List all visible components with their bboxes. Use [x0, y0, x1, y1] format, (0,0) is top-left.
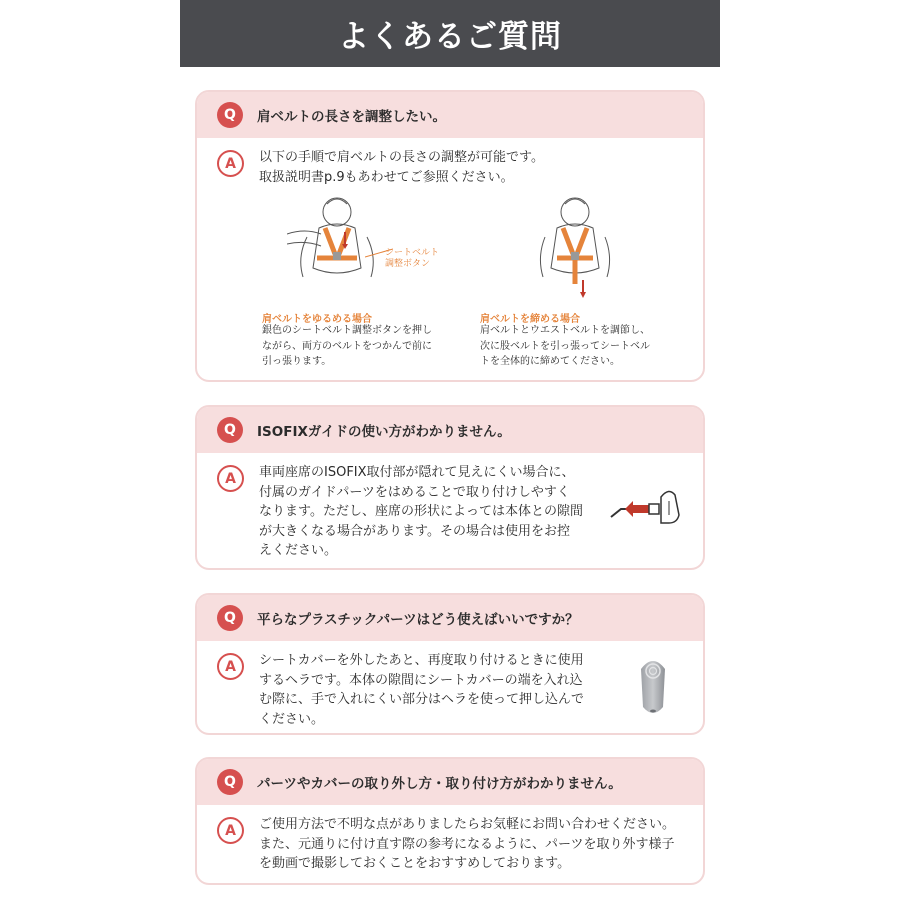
faq-question: ISOFIXガイドの使い方がわかりません。 — [257, 424, 511, 440]
question-badge: Q — [217, 769, 243, 795]
baby-seat-tighten-illustration — [535, 192, 615, 307]
answer-badge: A — [217, 817, 244, 844]
answer-line: ください。 — [259, 711, 325, 727]
step-body: 銀色のシートベルト調整ボタンを押し ながら、両方のベルトをつかんで前に 引っ張ります。 — [262, 325, 432, 367]
baby-seat-loosen-illustration — [287, 192, 397, 290]
spatula-tool-image — [635, 655, 671, 719]
faq-answer — [259, 651, 584, 729]
question-badge: Q — [217, 417, 243, 443]
callout-label: シートベルト 調整ボタン — [385, 248, 440, 269]
faq-answer — [259, 815, 675, 874]
answer-line: また、元通りに付け直す際の参考になるように、パーツを取り外す様子 — [259, 836, 675, 852]
question-badge: Q — [217, 102, 243, 128]
faq-answer — [259, 463, 583, 561]
faq-question-row — [197, 407, 703, 453]
answer-badge: A — [217, 150, 244, 177]
answer-line: む際に、手で入れにくい部分はヘラを使って押し込んで — [259, 692, 585, 707]
answer-line: 取扱説明書p.9もあわせてご参照ください。 — [259, 169, 514, 185]
question-badge: Q — [217, 605, 243, 631]
answer-line: するヘラです。本体の隙間にシートカバーの端を入れ込 — [259, 672, 583, 688]
answer-line: えください。 — [259, 543, 338, 558]
answer-line: ご使用方法で不明な点がありましたらお気軽にお問い合わせください。 — [259, 817, 676, 832]
faq-question-row — [197, 595, 703, 641]
faq-item — [195, 405, 705, 570]
faq-question: パーツやカバーの取り外し方・取り付け方がわかりません。 — [257, 776, 622, 792]
step-body: 肩ベルトとウエストベルトを調節し、 次に股ベルトを引っ張ってシートベル トを全体的に締めてください。 — [480, 325, 650, 367]
answer-line: 車両座席のISOFIX取付部が隠れて見えにくい場合に、 — [259, 465, 575, 480]
faq-question: 肩ベルトの長さを調整したい。 — [257, 109, 446, 125]
faq-item — [195, 757, 705, 885]
page-header — [180, 0, 720, 67]
faq-question-row — [197, 759, 703, 805]
isofix-guide-illustration — [609, 487, 691, 529]
faq-question-row — [197, 92, 703, 138]
answer-line: が大きくなる場合があります。その場合は使用をお控 — [259, 523, 570, 539]
faq-answer — [259, 148, 544, 187]
answer-line: なります。ただし、座席の形状によっては本体との隙間 — [259, 504, 583, 519]
answer-line: シートカバーを外したあと、再度取り付けるときに使用 — [259, 653, 584, 668]
faq-item — [195, 90, 705, 382]
answer-line: 以下の手順で肩ベルトの長さの調整が可能です。 — [259, 150, 544, 165]
faq-question: 平らなプラスチックパーツはどう使えばいいですか？ — [257, 612, 579, 628]
page-title: よくあるご質問 — [338, 19, 562, 55]
answer-line: 付属のガイドパーツをはめることで取り付けしやすく — [259, 484, 570, 500]
faq-item — [195, 593, 705, 735]
step-title: 肩ベルトを締める場合 — [480, 314, 580, 325]
answer-badge: A — [217, 465, 244, 492]
step-title: 肩ベルトをゆるめる場合 — [262, 314, 372, 325]
answer-badge: A — [217, 653, 244, 680]
answer-line: を動画で撮影しておくことをおすすめしております。 — [259, 856, 571, 871]
